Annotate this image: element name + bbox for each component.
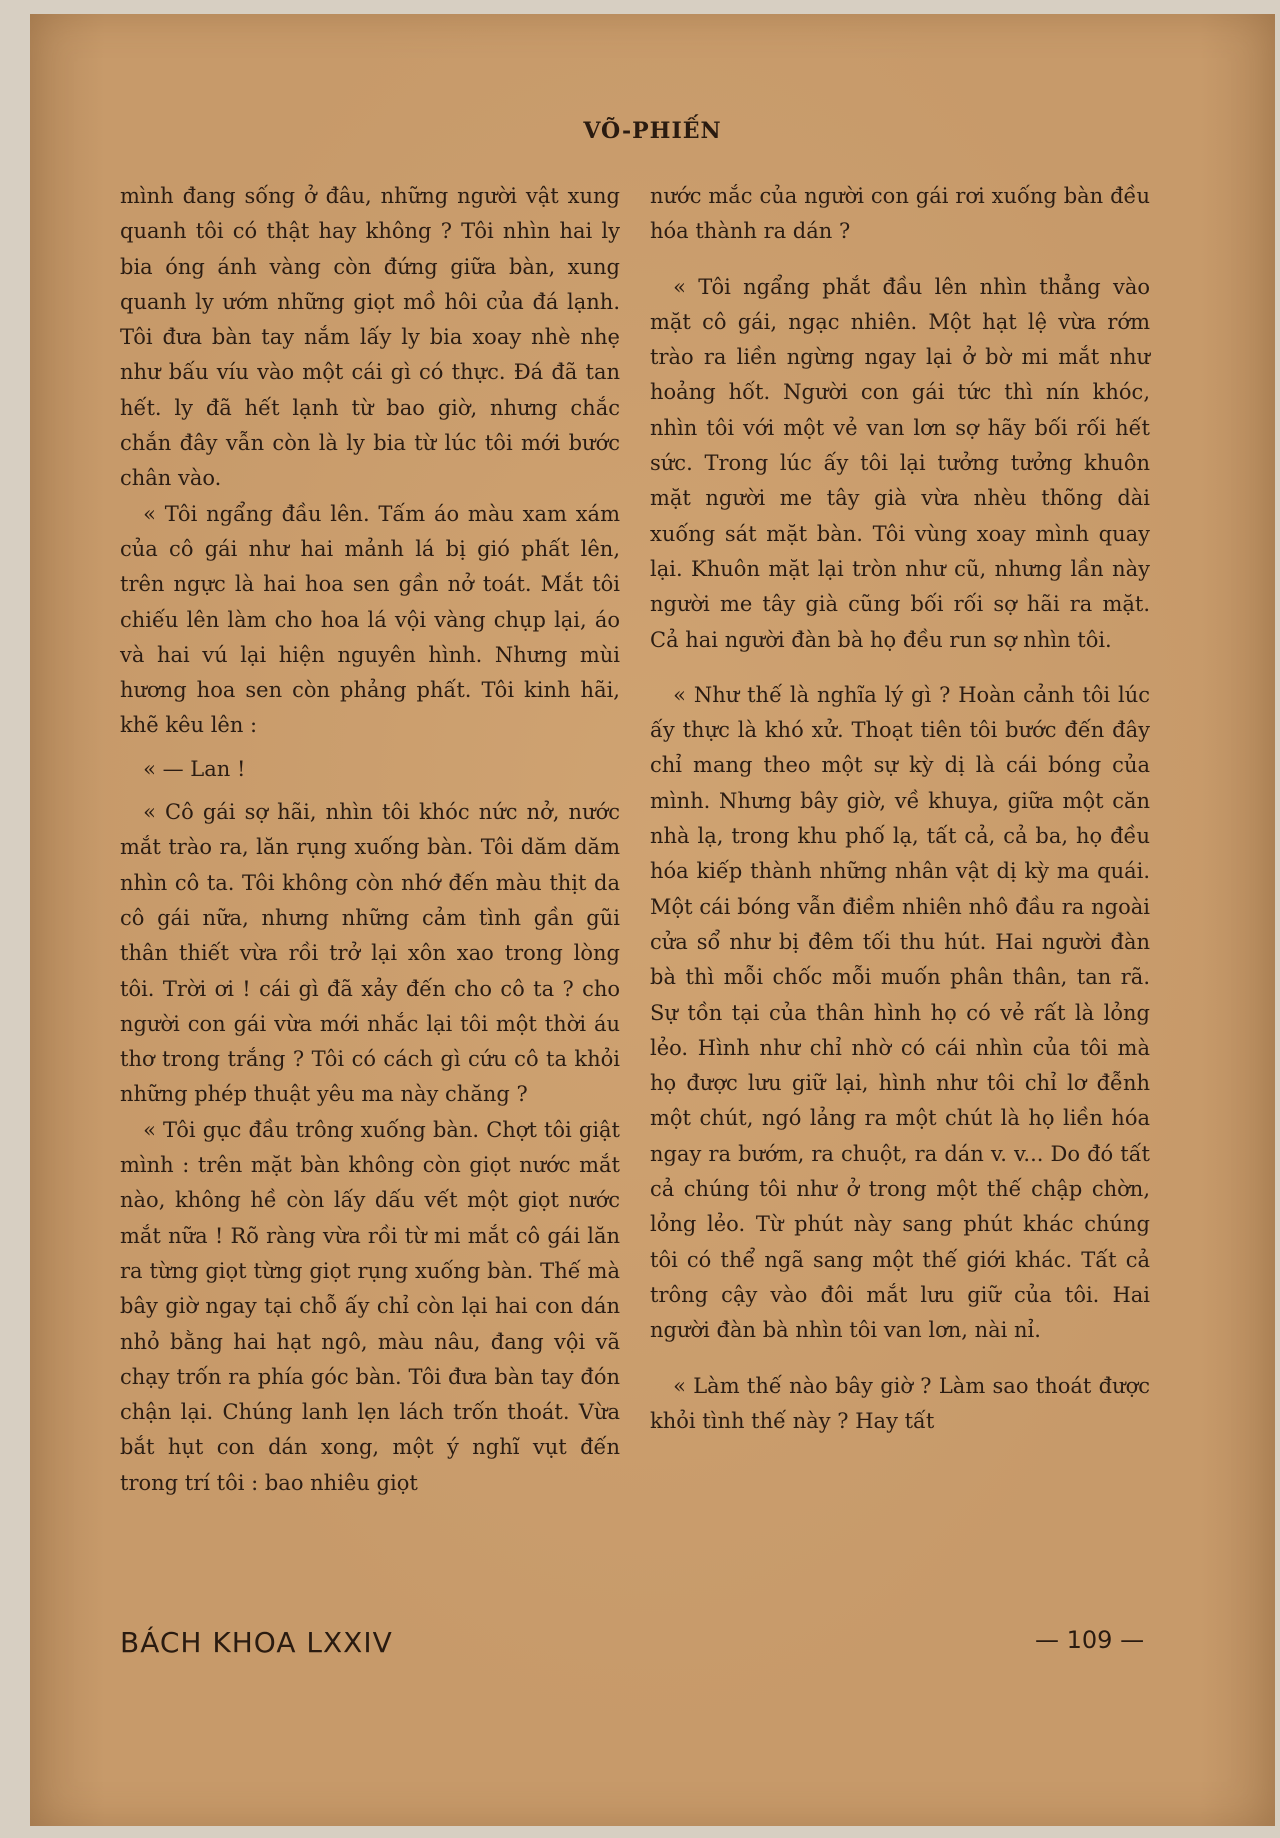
paragraph: « Tôi gục đầu trông xuống bàn. Chợt tôi giật mình : trên mặt bàn không còn giọt nước mắt nào, không hề còn lấy dấu vết một giọt nước mắt nữa ! Rõ ràng vừa rồi từ mi mắt cô gái lăn ra từng giọt từng giọt rụng xuống bàn. Thế mà bây giờ ngay tại chỗ ấy chỉ còn lại hai con dán nhỏ bằng hai hạt ngô, màu nâu, đang vội vã chạy trốn ra phía góc bàn. Tôi đưa bàn tay đón chận lại. Chúng lanh lẹn lách trốn thoát. Vừa bắt hụt con dán xong, một ý nghĩ vụt đến trong trí tôi : bao nhiêu giọt bbox=[120, 1117, 620, 1495]
paragraph: « Làm thế nào bây giờ ? Làm sao thoát được khỏi tình thế này ? Hay tất bbox=[650, 1373, 1150, 1433]
paragraph: nước mắc của người con gái rơi xuống bàn đều hóa thành ra dán ? bbox=[650, 184, 1150, 244]
paragraph: « Tôi ngẩng đầu lên. Tấm áo màu xam xám của cô gái như hai mảnh lá bị gió phất lên, trên ngực là hai hoa sen gần nở toát. Mắt tôi chiếu lên làm cho hoa lá vội vàng chụp lại, áo và hai vú lại hiện nguyên hình. Nhưng mùi hương hoa sen còn phảng phất. Tôi kinh hãi, khẽ kêu lên : bbox=[120, 501, 620, 738]
paragraph: « Tôi ngẩng phắt đầu lên nhìn thẳng vào mặt cô gái, ngạc nhiên. Một hạt lệ vừa rớm trào ra liền ngừng ngay lại ở bờ mi mắt như hoảng hốt. Người con gái tức thì nín khóc, nhìn tôi với một vẻ van lơn sợ hãy bối rối hết sức. Trong lúc ấy tôi lại tưởng tưởng khuôn mặt người me tây già vừa nhèu thõng dài xuống sát mặt bàn. Tôi vùng xoay mình quay lại. Khuôn mặt lại tròn như cũ, nhưng lần này người me tây già cũng bối rối sợ hãi ra mặt. Cả hai người đàn bà họ đều run sợ nhìn tôi. bbox=[650, 274, 1150, 652]
page-number: — 109 — bbox=[1035, 1626, 1145, 1654]
right-text-column bbox=[650, 179, 1150, 1439]
paragraph: mình đang sống ở đâu, những người vật xung quanh tôi có thật hay không ? Tôi nhìn hai ly bia óng ánh vàng còn đứng giữa bàn, xung quanh ly ướm những giọt mồ hôi của đá lạnh. Tôi đưa bàn tay nắm lấy ly bia xoay nhè nhẹ như bấu víu vào một cái gì có thực. Đá đã tan hết. ly đã hết lạnh từ bao giờ, nhưng chắc chắn đây vẫn còn là ly bia từ lúc tôi mới bước chân vào. bbox=[120, 184, 620, 491]
paragraph: « — Lan ! bbox=[143, 756, 246, 781]
magazine-page bbox=[30, 14, 1275, 1826]
running-header-author: VÕ-PHIẾN bbox=[583, 118, 722, 144]
magazine-title-footer: BÁCH KHOA LXXIV bbox=[120, 1626, 393, 1659]
paragraph: « Như thế là nghĩa lý gì ? Hoàn cảnh tôi lúc ấy thực là khó xử. Thoạt tiên tôi bước đến đây chỉ mang theo một sự kỳ dị là cái bóng của mình. Nhưng bây giờ, về khuya, giữa một căn nhà lạ, trong khu phố lạ, tất cả, cả ba, họ đều hóa kiếp thành những nhân vật dị kỳ ma quái. Một cái bóng vẫn điềm nhiên nhô đầu ra ngoài cửa sổ như bị đêm tối thu hút. Hai người đàn bà thì mỗi chốc mỗi muốn phân thân, tan rã. Sự tồn tại của thân hình họ có vẻ rất là lỏng lẻo. Hình như chỉ nhờ có cái nhìn của tôi mà họ được lưu giữ lại, hình như tôi chỉ lơ đễnh một chút, ngó lảng ra một chút là họ liền hóa ngay ra bướm, ra chuột, ra dán v. v... Do đó tất cả chúng tôi như ở trong một thế chập chờn, lỏng lẻo. Từ phút này sang phút khác chúng tôi có thể ngã sang một thế giới khác. Tất cả trông cậy vào đôi mắt lưu giữ của tôi. Hai người đàn bà nhìn tôi van lơn, nài nỉ. bbox=[650, 682, 1150, 1343]
left-text-column bbox=[120, 179, 620, 1501]
paragraph: « Cô gái sợ hãi, nhìn tôi khóc nức nở, nước mắt trào ra, lăn rụng xuống bàn. Tôi dăm dăm nhìn cô ta. Tôi không còn nhớ đến màu thịt da cô gái nữa, nhưng những cảm tình gần gũi thân thiết vừa rồi trở lại xôn xao trong lòng tôi. Trời ơi ! cái gì đã xảy đến cho cô ta ? cho người con gái vừa mới nhắc lại tôi một thời áu thơ trong trắng ? Tôi có cách gì cứu cô ta khỏi những phép thuật yêu ma này chăng ? bbox=[120, 800, 620, 1107]
